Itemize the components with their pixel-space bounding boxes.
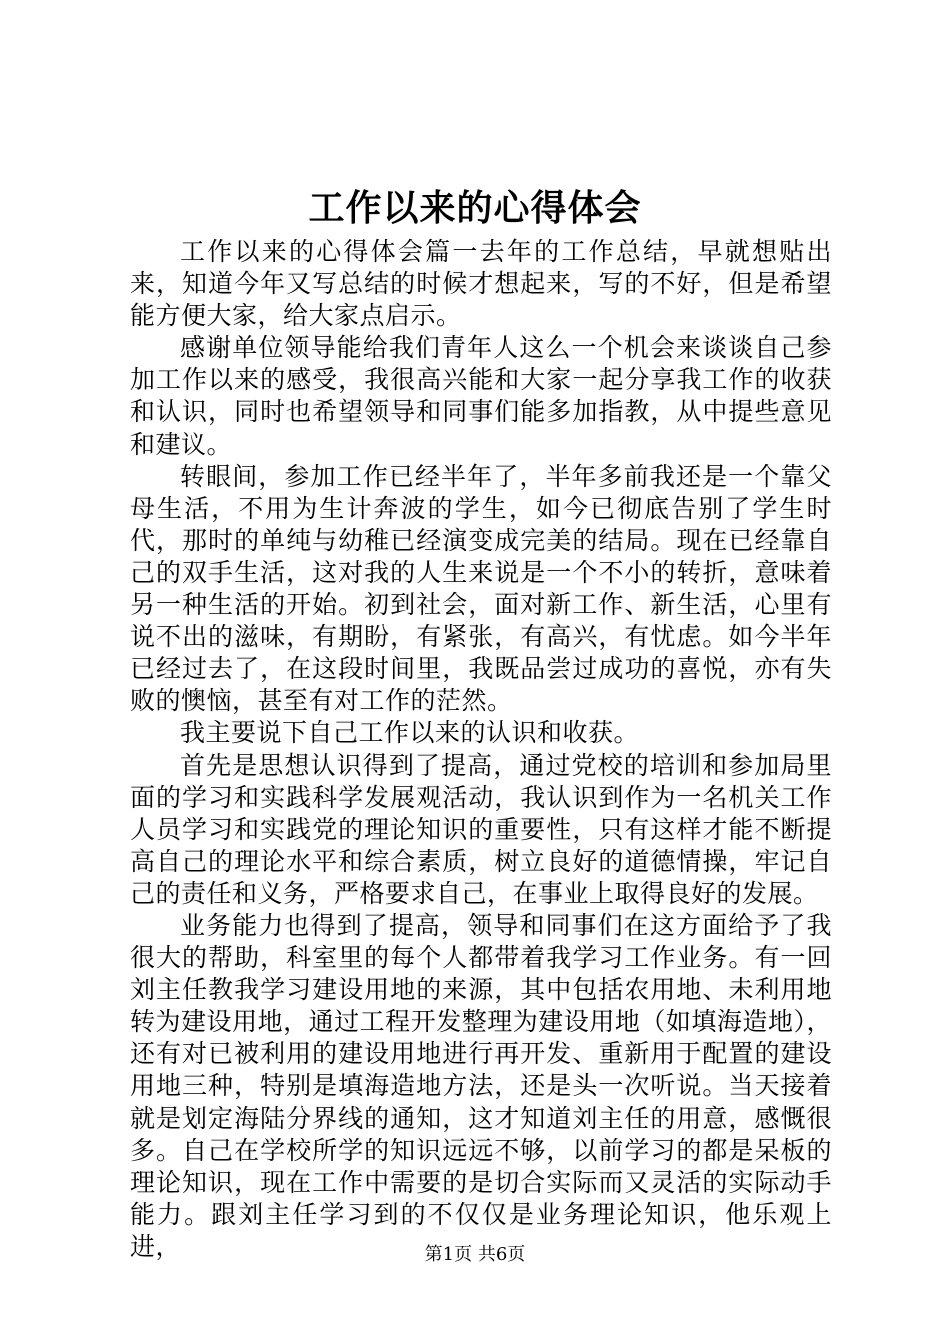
document-body (130, 236, 832, 1263)
paragraph: 感谢单位领导能给我们青年人这么一个机会来谈谈自己参加工作以来的感受，我很高兴能和大家一起分享我工作的收获和认识，同时也希望领导和同事们能多加指教，从中提些意见和建议。 (130, 333, 832, 459)
paragraph: 转眼间，参加工作已经半年了，半年多前我还是一个靠父母生活，不用为生计奔波的学生，如今已彻底告别了学生时代，那时的单纯与幼稚已经演变成完美的结局。现在已经靠自己的双手生活，这对我的人生来说是一个不小的转折，意味着另一种生活的开始。初到社会，面对新工作、新生活，心里有说不出的滋味，有期盼，有紧张，有高兴，有忧虑。如今半年已经过去了，在这段时间里，我既品尝过成功的喜悦，亦有失败的懊恼，甚至有对工作的茫然。 (130, 461, 832, 716)
paragraph: 首先是思想认识得到了提高，通过党校的培训和参加局里面的学习和实践科学发展观活动，我认识到作为一名机关工作人员学习和实践党的理论知识的重要性，只有这样才能不断提高自己的理论水平和综合素质，树立良好的道德情操，牢记自己的责任和义务，严格要求自己，在事业上取得良好的发展。 (130, 750, 832, 908)
paragraph: 业务能力也得到了提高，领导和同事们在这方面给予了我很大的帮助，科室里的每个人都带着我学习工作业务。有一回刘主任教我学习建设用地的来源，其中包括农用地、未利用地转为建设用地，通过工程开发整理为建设用地（如填海造地），还有对已被利用的建设用地进行再开发、重新用于配置的建设用地三种，特别是填海造地方法，还是头一次听说。当天接着就是划定海陆分界线的通知，这才知道刘主任的用意，感慨很多。自己在学校所学的知识远远不够，以前学习的都是呆板的理论知识，现在工作中需要的是切合实际而又灵活的实际动手能力。跟刘主任学习到的不仅仅是业务理论知识，他乐观上进， (130, 910, 832, 1261)
paragraph: 我主要说下自己工作以来的认识和收获。 (180, 718, 640, 748)
page-number-footer: 第1页 共6页 (424, 1244, 526, 1265)
paragraph: 工作以来的心得体会篇一去年的工作总结，早就想贴出来，知道今年又写总结的时候才想起来，写的不好，但是希望能方便大家，给大家点启示。 (130, 237, 832, 331)
document-title: 工作以来的心得体会 (308, 187, 642, 229)
